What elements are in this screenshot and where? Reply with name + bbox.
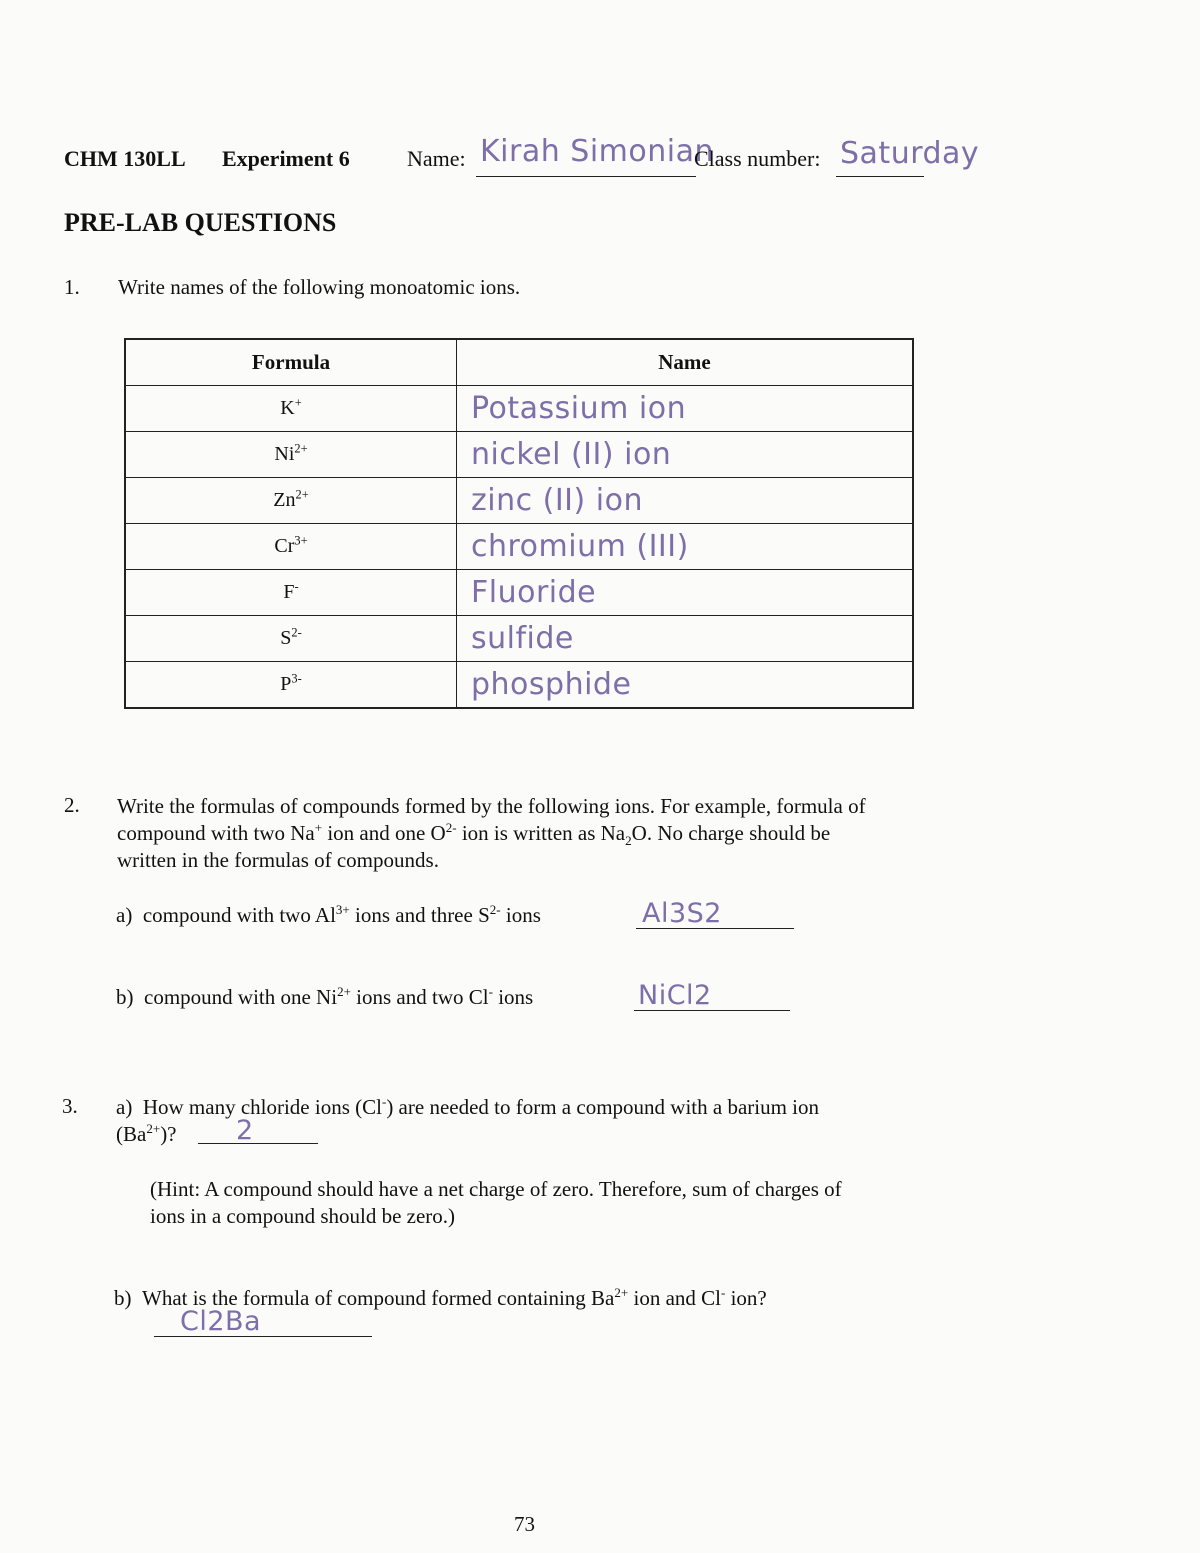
table-row bbox=[125, 570, 913, 616]
table-row bbox=[125, 662, 913, 709]
formula-cell bbox=[125, 570, 457, 616]
formula-cell bbox=[125, 478, 457, 524]
ion-symbol: Zn bbox=[273, 489, 296, 511]
ion-charge: 3- bbox=[291, 671, 302, 686]
q2-line-2: compound with two Na+ ion and one $O^{2-}$ ion is written as $Na_2O$. No charge should be bbox=[117, 820, 831, 849]
ion-symbol: Ni bbox=[274, 443, 295, 465]
class-number-value: Saturday bbox=[840, 136, 980, 171]
name-label: Name: bbox=[407, 146, 466, 171]
column-header-formula: Formula bbox=[125, 339, 457, 386]
table-row bbox=[125, 432, 913, 478]
name-cell bbox=[457, 662, 914, 709]
q3b-answer: Cl2Ba bbox=[180, 1306, 262, 1337]
ion-charge: 2- bbox=[291, 625, 302, 640]
ion-charge: 3+ bbox=[294, 533, 308, 548]
q2-text bbox=[117, 793, 997, 874]
q2b-text: b) compound with one $Ni^{2+}$ ions and two Cl- ions bbox=[116, 984, 534, 1009]
ion-charge: - bbox=[294, 579, 299, 594]
ion-symbol: K bbox=[280, 397, 295, 419]
ion-charge: + bbox=[294, 395, 302, 410]
ion-symbol: P bbox=[280, 673, 292, 695]
table-header-row bbox=[125, 339, 913, 386]
ion-symbol: Cr bbox=[274, 535, 295, 557]
q3a-line-1: a) How many chloride ions (Cl-) are needed to form a compound with a barium ion bbox=[116, 1094, 820, 1119]
name-value: Kirah Simonian bbox=[480, 134, 714, 169]
hint-line-1: (Hint: A compound should have a net charge of zero. Therefore, sum of charges of bbox=[150, 1177, 842, 1201]
q1-text: Write names of the following monoatomic ions. bbox=[118, 275, 521, 299]
ion-charge: 2+ bbox=[295, 487, 309, 502]
formula-cell bbox=[125, 386, 457, 432]
table-row bbox=[125, 524, 913, 570]
q2-number: 2. bbox=[64, 793, 80, 817]
table-row bbox=[125, 616, 913, 662]
ion-names-table bbox=[124, 338, 914, 709]
column-header-name: Name bbox=[457, 339, 914, 386]
table-row bbox=[125, 478, 913, 524]
ion-name-answer: sulfide bbox=[471, 621, 574, 656]
name-cell bbox=[457, 432, 914, 478]
q2b-answer: NiCl2 bbox=[638, 980, 712, 1011]
experiment-label: Experiment 6 bbox=[222, 146, 350, 171]
q2a-answer: Al3S2 bbox=[642, 898, 722, 929]
formula-cell bbox=[125, 524, 457, 570]
q3a-answer: 2 bbox=[236, 1115, 254, 1146]
class-number-underline bbox=[836, 176, 924, 177]
q3-number: 3. bbox=[62, 1094, 78, 1118]
ion-symbol: S bbox=[280, 627, 292, 649]
table-body bbox=[125, 386, 913, 709]
ion-name-answer: phosphide bbox=[471, 667, 632, 702]
ion-name-answer: Fluoride bbox=[471, 575, 597, 610]
table-row bbox=[125, 386, 913, 432]
name-cell bbox=[457, 524, 914, 570]
name-cell bbox=[457, 616, 914, 662]
formula-cell bbox=[125, 616, 457, 662]
name-cell bbox=[457, 570, 914, 616]
q3a-line-2: $(Ba^{2+})$? bbox=[116, 1121, 177, 1146]
name-cell bbox=[457, 478, 914, 524]
page-title: PRE-LAB QUESTIONS bbox=[64, 208, 337, 237]
q2a-text: a) compound with two $Al^{3+}$ ions and three $S^{2-}$ ions bbox=[116, 902, 541, 927]
page-number: 73 bbox=[514, 1512, 535, 1536]
name-cell bbox=[457, 386, 914, 432]
course-code: CHM 130LL bbox=[64, 146, 186, 171]
q2-line-3: written in the formulas of compounds. bbox=[117, 848, 439, 872]
header bbox=[64, 134, 1064, 186]
q2-line-1: Write the formulas of compounds formed by the following ions. For example, formula of bbox=[117, 794, 866, 818]
q3-hint bbox=[150, 1176, 990, 1230]
ion-charge: 2+ bbox=[294, 441, 308, 456]
name-underline bbox=[476, 176, 696, 177]
q1-number: 1. bbox=[64, 275, 80, 299]
class-number-label: Class number: bbox=[694, 146, 821, 171]
ion-name-answer: nickel (II) ion bbox=[471, 437, 672, 472]
ion-name-answer: zinc (II) ion bbox=[471, 483, 643, 518]
hint-line-2: ions in a compound should be zero.) bbox=[150, 1204, 456, 1228]
q3b-text: b) What is the formula of compound formed containing $Ba^{2+}$ ion and Cl- ion? bbox=[114, 1285, 767, 1310]
ion-name-answer: chromium (III) bbox=[471, 529, 689, 564]
ion-symbol: F bbox=[283, 581, 295, 603]
ion-name-answer: Potassium ion bbox=[471, 391, 687, 426]
q3a-answer-line bbox=[198, 1143, 318, 1144]
formula-cell bbox=[125, 662, 457, 709]
formula-cell bbox=[125, 432, 457, 478]
